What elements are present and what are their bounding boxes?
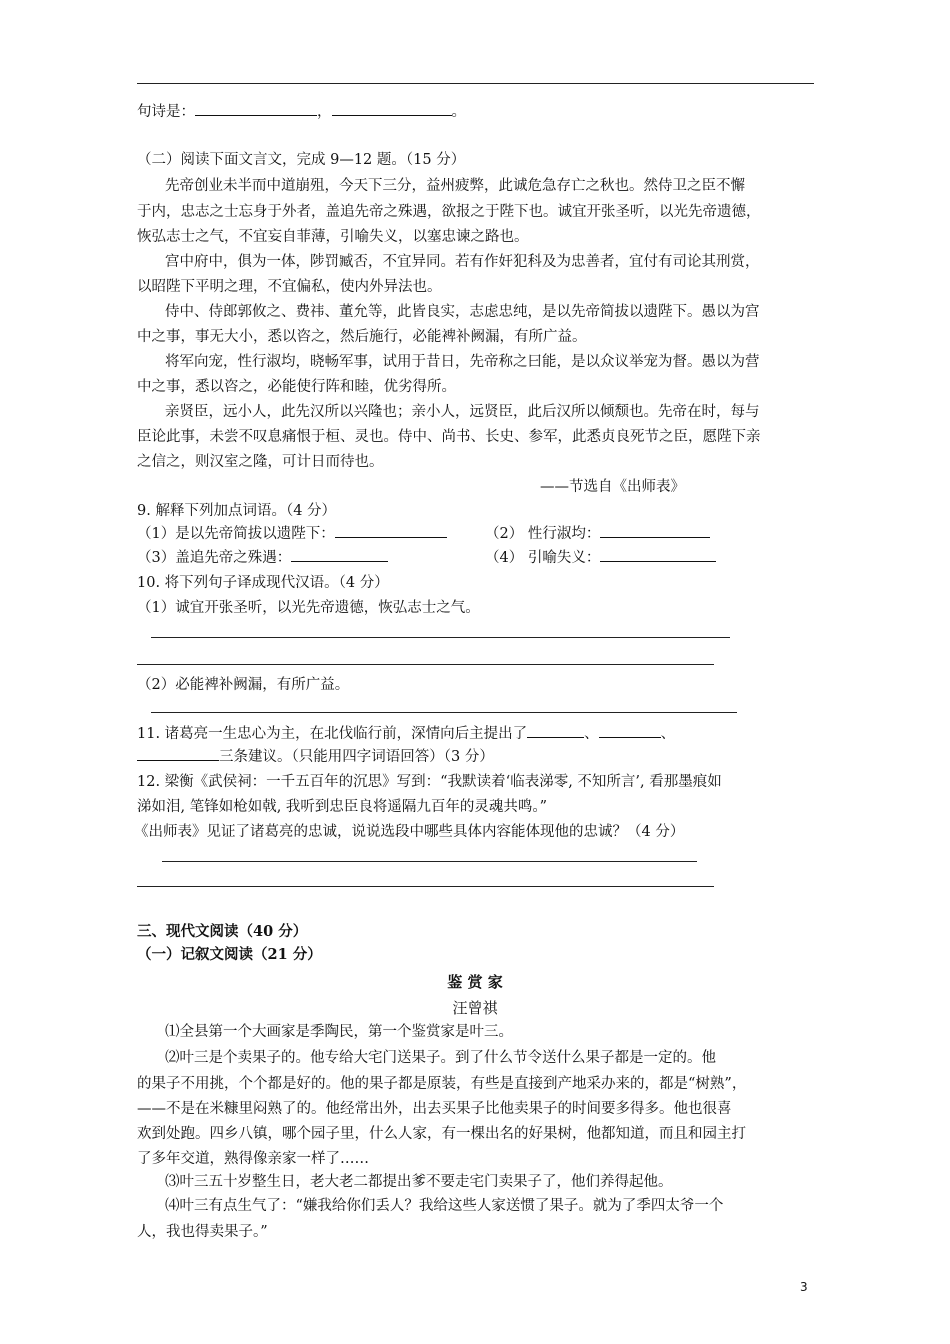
answer-line[interactable] — [137, 886, 714, 887]
q9-item-3: （3）盖追先帝之殊遇： — [137, 546, 388, 570]
q9-blank-1[interactable] — [335, 523, 447, 538]
passage-line: 中之事，悉以咨之，必能使行阵和睦，优劣得所。 — [137, 379, 456, 395]
q12-line-3: 《出师表》见证了诸葛亮的忠诚，说说选段中哪些具体内容能体现他的忠诚？（4 分） — [134, 824, 685, 840]
article-para: ⑷叶三有点生气了：“嫌我给你们丢人？我给这些人家送惯了果子。就为了季四太爷一个 — [165, 1198, 724, 1214]
article-para: ⑴全县第一个大画家是季陶民，第一个鉴赏家是叶三。 — [165, 1024, 513, 1040]
article-para: ⑶叶三五十岁整生日，老大老二都提出爹不要走宅门卖果子了，他们养得起他。 — [165, 1174, 673, 1190]
header-rule — [137, 83, 814, 84]
article-para: 人，我也得卖果子。” — [137, 1224, 268, 1240]
q12-line-2: 涕如泪, 笔锋如枪如戟, 我听到忠臣良将遥隔九百年的灵魂共鸣。” — [137, 799, 548, 815]
passage-line: 恢弘志士之气，不宜妄自菲薄，引喻失义，以塞忠谏之路也。 — [137, 229, 529, 245]
article-para: ⑵叶三是个卖果子的。他专给大宅门送果子。到了什么节令送什么果子都是一定的。他 — [165, 1050, 716, 1066]
q11-blank-3[interactable] — [137, 746, 219, 761]
q11-blank-2[interactable] — [599, 723, 661, 738]
q11-blank-1[interactable] — [527, 723, 584, 738]
q11-line-2: 三条建议。（只能用四字词语回答）（3 分） — [137, 745, 494, 769]
poem-prefix: 句诗是： — [137, 104, 195, 120]
poem-answer-line: 句诗是： ， 。 — [137, 100, 466, 124]
q11-line-1: 11. 诸葛亮一生忠心为主，在北伐临行前，深情向后主提出了 、 、 — [137, 722, 675, 746]
passage-source: ——节选自《出师表》 — [540, 479, 685, 495]
passage-line: 臣论此事，未尝不叹息痛恨于桓、灵也。侍中、尚书、长史、参军，此悉贞良死节之臣，愿陛下亲 — [137, 429, 761, 445]
article-para: 了多年交道，熟得像亲家一样了…… — [137, 1151, 369, 1167]
q10-sentence-1: （1）诚宜开张圣听，以光先帝遗德，恢弘志士之气。 — [137, 600, 480, 616]
passage-line: 之信之，则汉室之隆，可计日而待也。 — [137, 454, 384, 470]
answer-line[interactable] — [151, 637, 730, 638]
q9-blank-2[interactable] — [600, 523, 710, 538]
section3-subtitle: （一）记叙文阅读（21 分） — [137, 946, 322, 963]
answer-line[interactable] — [162, 861, 697, 862]
section2-header: （二）阅读下面文言文，完成 9—12 题。（15 分） — [137, 152, 466, 168]
answer-line[interactable] — [151, 712, 737, 713]
article-para: 欢到处跑。四乡八镇，哪个园子里，什么人家，有一棵出名的好果树，他都知道，而且和园主打 — [137, 1126, 746, 1142]
section3-title: 三、现代文阅读（40 分） — [137, 923, 308, 940]
article-para: 的果子不用挑，个个都是好的。他的果子都是原装，有些是直接到产地采办来的，都是“树熟”， — [137, 1076, 747, 1092]
poem-blank-1[interactable] — [195, 101, 317, 116]
passage-line: 侍中、侍郎郭攸之、费祎、董允等，此皆良实，志虑忠纯，是以先帝简拔以遗陛下。愚以为宫 — [165, 304, 760, 320]
page-number: 3 — [800, 1280, 808, 1294]
q9-blank-4[interactable] — [600, 547, 716, 562]
q9-blank-3[interactable] — [291, 547, 388, 562]
q9-item-4: （4） 引喻失义： — [485, 546, 716, 570]
q9-item-1: （1）是以先帝简拔以遗陛下： — [137, 522, 447, 546]
q9-item-2: （2） 性行淑均： — [485, 522, 710, 546]
passage-line: 先帝创业未半而中道崩殂，今天下三分，益州疲弊，此诚危急存亡之秋也。然侍卫之臣不懈 — [165, 178, 745, 194]
q12-line-1: 12. 梁衡《武侯祠：一千五百年的沉思》写到：“我默读着‘临表涕零, 不知所言’, 看那墨痕如 — [137, 774, 722, 790]
passage-line: 中之事，事无大小，悉以咨之，然后施行，必能裨补阙漏，有所广益。 — [137, 329, 587, 345]
passage-line: 于内，忠志之士忘身于外者，盖追先帝之殊遇，欲报之于陛下也。诚宜开张圣听，以光先帝遗德， — [137, 204, 761, 220]
passage-line: 宫中府中，俱为一体，陟罚臧否，不宜异同。若有作奸犯科及为忠善者，宜付有司论其刑赏， — [165, 254, 760, 270]
q10-sentence-2: （2）必能裨补阙漏，有所广益。 — [137, 677, 350, 693]
poem-blank-2[interactable] — [332, 101, 452, 116]
passage-line: 亲贤臣，远小人，此先汉所以兴隆也；亲小人，远贤臣，此后汉所以倾颓也。先帝在时，每与 — [165, 404, 760, 420]
q10-title: 10. 将下列句子译成现代汉语。（4 分） — [137, 575, 389, 591]
passage-line: 将军向宠，性行淑均，晓畅军事，试用于昔日，先帝称之曰能，是以众议举宠为督。愚以为营 — [165, 354, 760, 370]
passage-line: 以昭陛下平明之理，不宜偏私，使内外异法也。 — [137, 279, 442, 295]
article-title: 鉴 赏 家 — [447, 973, 503, 991]
answer-line[interactable] — [137, 664, 714, 665]
q9-title: 9. 解释下列加点词语。（4 分） — [137, 503, 337, 519]
article-author: 汪曾祺 — [452, 999, 498, 1017]
article-para: ——不是在米糠里闷熟了的。他经常出外，出去买果子比他卖果子的时间要多得多。他也很喜 — [137, 1101, 732, 1117]
